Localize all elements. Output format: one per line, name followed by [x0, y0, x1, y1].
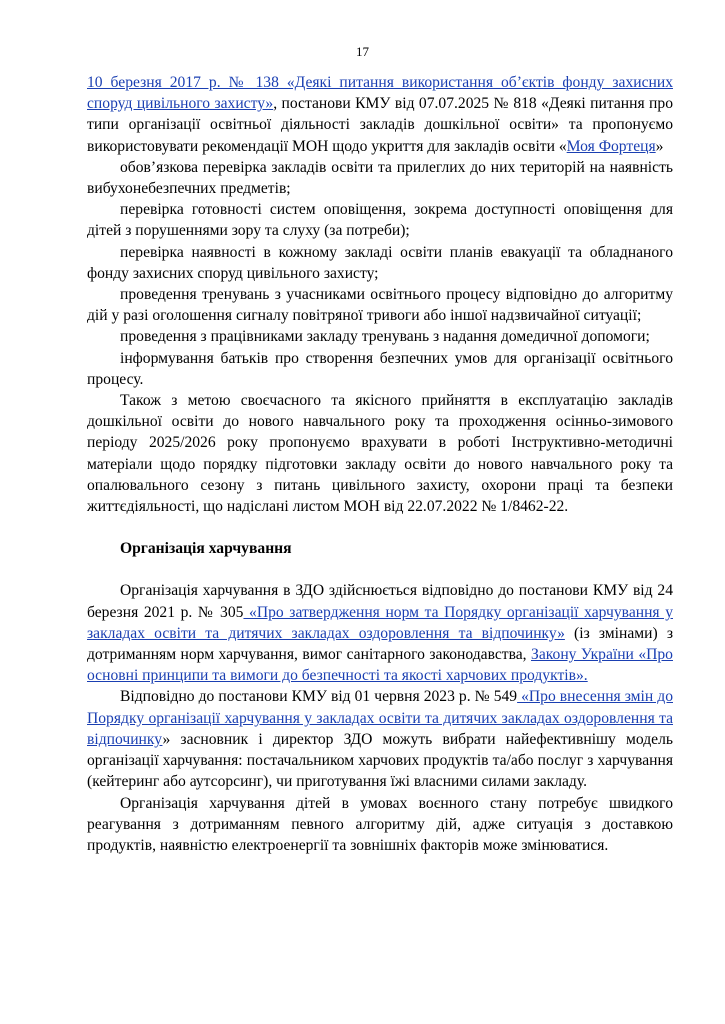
food-text: » засновник і директор ЗДО можуть вибрати найефективнішу модель організації харчування: постачальником харчових продуктів та/або послуг з харчування (кейтеринг або аутсорсинг), чи приготування їжі власними силами закладу. [87, 730, 673, 791]
spacer [87, 517, 673, 538]
food-paragraph-2 [87, 686, 673, 792]
list-item: проведення з працівниками закладу тренувань з надання домедичної допомоги; [120, 328, 650, 346]
regulation-138-link[interactable]: 10 березня 2017 р. № 138 «Деякі питання використання об’єктів фонду захисних споруд цивільного захисту» [87, 74, 673, 113]
document-body [87, 72, 673, 856]
list-item: обов’язкова перевірка закладів освіти та прилеглих до них територій на наявність вибухонебезпечних предметів; [87, 158, 673, 198]
list-item: перевірка наявності в кожному закладі освіти планів евакуації та обладнаного фонду захисних споруд цивільного захисту; [87, 243, 673, 282]
intro-text: , постанови КМУ від 07.07.2025 № 818 «Деякі питання про типи організації освітньої діяльності закладів дошкільної освіти» та пропонуємо використовувати рекомендації МОН щодо укриття для закладів освіти « [87, 95, 673, 155]
food-text: (із змінами) з дотриманням норм харчування, вимог санітарного законодавства, [87, 624, 673, 664]
list-item: проведення тренувань з учасниками освітнього процесу відповідно до алгоритму дій у разі оголошення сигналу повітряної тривоги або іншої надзвичайної ситуації; [87, 286, 673, 325]
section-heading: Організація харчування [120, 540, 292, 558]
intro-text-end: » [655, 137, 664, 155]
spacer [87, 559, 673, 580]
preparation-paragraph: Також з метою своєчасного та якісного прийняття в експлуатацію закладів дошкільної освіти до нового навчального року та проходження осінньо-зимового періоду 2025/2026 року пропонуємо врахувати в роботі Інструктивно-методичні матеріали щодо порядку підготовки закладу освіти до нового навчального року та опалювального сезону з питань цивільного захисту, охорони праці та безпеки життєдіяльності, що надіслані листом МОН від 22.07.2022 № 1/8462-22. [87, 392, 673, 516]
intro-paragraph [87, 72, 673, 157]
moya-fortetsia-link[interactable]: Моя Фортеця [566, 137, 656, 155]
food-text: Організація харчування в ЗДО здійснюється відповідно до постанови КМУ від 24 березня 2021 р. № 305 [87, 582, 673, 621]
food-paragraph-3: Організація харчування дітей в умовах воєнного стану потребує швидкого реагування з дотриманням певного алгоритму дій, адже ситуація з доставкою продуктів, наявністю електроенергії та зовнішніх факторів може змінюватися. [87, 794, 673, 854]
page-number: 17 [356, 44, 369, 59]
regulation-305-link[interactable]: «Про затвердження норм та Порядку організації харчування у закладах освіти та дитячих закладах оздоровлення та відпочинку» [87, 603, 673, 642]
food-safety-law-link[interactable]: Закону України «Про основні принципи та вимоги до безпечності та якості харчових продуктів». [87, 646, 673, 685]
regulation-549-link[interactable]: «Про внесення змін до Порядку організації харчування у закладах освіти та дитячих закладах оздоровлення та відпочинку [87, 688, 673, 748]
list-item: інформування батьків про створення безпечних умов для організації освітнього процесу. [87, 349, 673, 388]
list-item: перевірка готовності систем оповіщення, зокрема доступності оповіщення для дітей з порушеннями зору та слуху (за потреби); [87, 201, 673, 240]
food-paragraph-1 [87, 580, 673, 686]
food-text: Відповідно до постанови КМУ від 01 червня 2023 р. № 549 [120, 688, 518, 706]
